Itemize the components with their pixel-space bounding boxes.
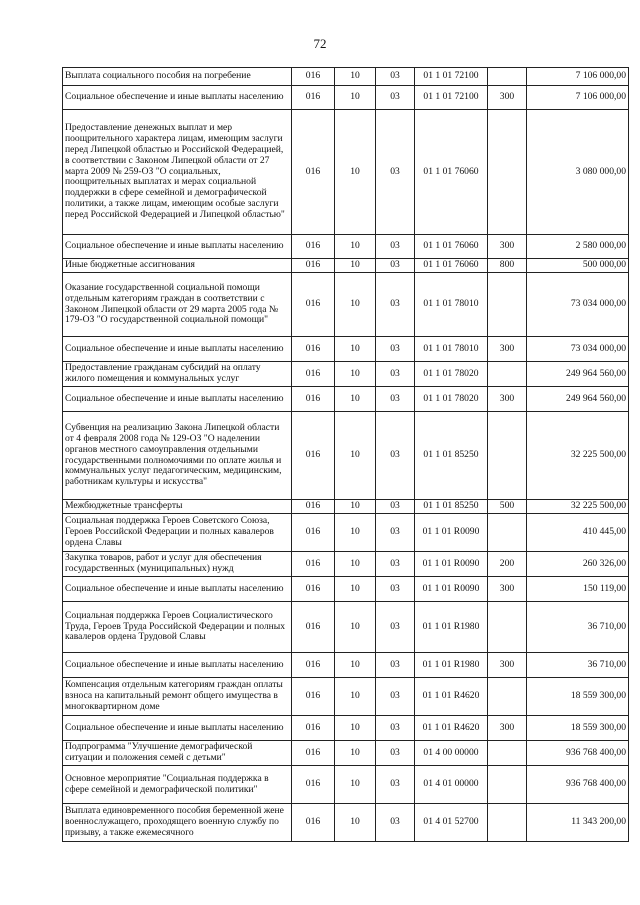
target-article: 01 1 01 72100 (415, 86, 488, 110)
target-article: 01 1 01 78010 (415, 273, 488, 337)
section-code: 10 (335, 577, 376, 602)
ministry-code: 016 (292, 514, 335, 552)
section-code: 10 (335, 412, 376, 500)
table-row (63, 804, 629, 842)
row-name: Оказание государственной социальной помощи отдельным категориям граждан в соответствии с Законом Липецкой области от 29 марта 2005 года № 179-ОЗ "О государственной социальной помощи" (63, 273, 292, 337)
row-name: Предоставление гражданам субсидий на оплату жилого помещения и коммунальных услуг (63, 362, 292, 387)
amount: 11 343 200,00 (527, 804, 629, 842)
subsection-code: 03 (376, 86, 415, 110)
section-code: 10 (335, 678, 376, 716)
table-row (63, 86, 629, 110)
table-row (63, 653, 629, 678)
row-name: Предоставление денежных выплат и мер поощрительного характера лицам, имеющим заслуги перед Липецкой областью и Российской Федерацией, в соответствии с Законом Липецкой области от 27 марта 2009 № 259-ОЗ "О социальных, поощрительных выплатах и мерах социальной поддержки в сфере семейной и демографической политики, а также лицам, имеющим особые заслуги перед Российской Федерацией и Липецкой областью" (63, 110, 292, 235)
amount: 18 559 300,00 (527, 716, 629, 741)
target-article: 01 1 01 76060 (415, 235, 488, 259)
table-row (63, 766, 629, 804)
row-name: Социальная поддержка Героев Советского Союза, Героев Российской Федерации и полных кавалеров ордена Славы (63, 514, 292, 552)
expense-type (488, 678, 527, 716)
row-name: Основное мероприятие "Социальная поддержка в сфере семейной и демографической политики" (63, 766, 292, 804)
table-row (63, 273, 629, 337)
ministry-code: 016 (292, 337, 335, 362)
section-code: 10 (335, 387, 376, 412)
amount: 936 768 400,00 (527, 741, 629, 766)
ministry-code: 016 (292, 678, 335, 716)
expense-type: 300 (488, 577, 527, 602)
section-code: 10 (335, 68, 376, 86)
section-code: 10 (335, 500, 376, 514)
section-code: 10 (335, 235, 376, 259)
section-code: 10 (335, 653, 376, 678)
row-name: Социальное обеспечение и иные выплаты населению (63, 235, 292, 259)
row-name: Социальное обеспечение и иные выплаты населению (63, 716, 292, 741)
amount: 36 710,00 (527, 602, 629, 653)
expense-type: 300 (488, 337, 527, 362)
amount: 32 225 500,00 (527, 500, 629, 514)
table-row (63, 68, 629, 86)
target-article: 01 1 01 R4620 (415, 678, 488, 716)
amount: 2 580 000,00 (527, 235, 629, 259)
ministry-code: 016 (292, 235, 335, 259)
expense-type (488, 412, 527, 500)
row-name: Социальное обеспечение и иные выплаты населению (63, 86, 292, 110)
section-code: 10 (335, 86, 376, 110)
subsection-code: 03 (376, 602, 415, 653)
table-row (63, 716, 629, 741)
expense-type (488, 741, 527, 766)
subsection-code: 03 (376, 804, 415, 842)
subsection-code: 03 (376, 235, 415, 259)
ministry-code: 016 (292, 412, 335, 500)
target-article: 01 1 01 78010 (415, 337, 488, 362)
amount: 3 080 000,00 (527, 110, 629, 235)
target-article: 01 1 01 85250 (415, 412, 488, 500)
budget-table (62, 67, 629, 842)
table-row (63, 514, 629, 552)
expense-type (488, 766, 527, 804)
target-article: 01 1 01 78020 (415, 362, 488, 387)
row-name: Закупка товаров, работ и услуг для обеспечения государственных (муниципальных) нужд (63, 552, 292, 577)
amount: 18 559 300,00 (527, 678, 629, 716)
subsection-code: 03 (376, 273, 415, 337)
row-name: Иные бюджетные ассигнования (63, 259, 292, 273)
subsection-code: 03 (376, 68, 415, 86)
table-row (63, 362, 629, 387)
expense-type (488, 273, 527, 337)
table-row (63, 235, 629, 259)
row-name: Подпрограмма "Улучшение демографической ситуации и положения семей с детьми" (63, 741, 292, 766)
ministry-code: 016 (292, 577, 335, 602)
table-row (63, 577, 629, 602)
row-name: Социальная поддержка Героев Социалистического Труда, Героев Труда Российской Федерации и полных кавалеров ордена Трудовой Славы (63, 602, 292, 653)
expense-type (488, 68, 527, 86)
amount: 410 445,00 (527, 514, 629, 552)
amount: 150 119,00 (527, 577, 629, 602)
target-article: 01 1 01 85250 (415, 500, 488, 514)
subsection-code: 03 (376, 110, 415, 235)
row-name: Социальное обеспечение и иные выплаты населению (63, 337, 292, 362)
section-code: 10 (335, 741, 376, 766)
target-article: 01 1 01 76060 (415, 110, 488, 235)
target-article: 01 1 01 R0090 (415, 552, 488, 577)
subsection-code: 03 (376, 259, 415, 273)
ministry-code: 016 (292, 273, 335, 337)
target-article: 01 1 01 R1980 (415, 653, 488, 678)
subsection-code: 03 (376, 362, 415, 387)
row-name: Выплата социального пособия на погребение (63, 68, 292, 86)
expense-type (488, 602, 527, 653)
subsection-code: 03 (376, 514, 415, 552)
expense-type: 300 (488, 235, 527, 259)
amount: 936 768 400,00 (527, 766, 629, 804)
amount: 32 225 500,00 (527, 412, 629, 500)
section-code: 10 (335, 514, 376, 552)
table-row (63, 678, 629, 716)
section-code: 10 (335, 337, 376, 362)
target-article: 01 4 00 00000 (415, 741, 488, 766)
section-code: 10 (335, 766, 376, 804)
target-article: 01 4 01 52700 (415, 804, 488, 842)
ministry-code: 016 (292, 716, 335, 741)
ministry-code: 016 (292, 86, 335, 110)
target-article: 01 1 01 R0090 (415, 514, 488, 552)
section-code: 10 (335, 804, 376, 842)
target-article: 01 1 01 72100 (415, 68, 488, 86)
subsection-code: 03 (376, 716, 415, 741)
expense-type (488, 362, 527, 387)
ministry-code: 016 (292, 362, 335, 387)
subsection-code: 03 (376, 577, 415, 602)
subsection-code: 03 (376, 741, 415, 766)
amount: 249 964 560,00 (527, 387, 629, 412)
amount: 7 106 000,00 (527, 86, 629, 110)
amount: 36 710,00 (527, 653, 629, 678)
section-code: 10 (335, 259, 376, 273)
expense-type: 300 (488, 387, 527, 412)
subsection-code: 03 (376, 387, 415, 412)
row-name: Компенсация отдельным категориям граждан оплаты взноса на капитальный ремонт общего имущества в многоквартирном доме (63, 678, 292, 716)
ministry-code: 016 (292, 653, 335, 678)
table-row (63, 259, 629, 273)
expense-type: 300 (488, 716, 527, 741)
table-row (63, 110, 629, 235)
table-row (63, 500, 629, 514)
row-name: Субвенция на реализацию Закона Липецкой области от 4 февраля 2008 года № 129-ОЗ "О наделении органов местного самоуправления отдельными государственными полномочиями по оплате жилья и коммунальных услуг педагогическим, медицинским, работникам культуры и искусства" (63, 412, 292, 500)
subsection-code: 03 (376, 412, 415, 500)
row-name: Социальное обеспечение и иные выплаты населению (63, 577, 292, 602)
subsection-code: 03 (376, 552, 415, 577)
target-article: 01 1 01 R4620 (415, 716, 488, 741)
ministry-code: 016 (292, 766, 335, 804)
table-row (63, 552, 629, 577)
subsection-code: 03 (376, 653, 415, 678)
subsection-code: 03 (376, 678, 415, 716)
expense-type: 800 (488, 259, 527, 273)
expense-type (488, 514, 527, 552)
table-row (63, 412, 629, 500)
target-article: 01 1 01 78020 (415, 387, 488, 412)
page-number: 72 (313, 36, 327, 51)
expense-type (488, 110, 527, 235)
expense-type: 500 (488, 500, 527, 514)
row-name: Межбюджетные трансферты (63, 500, 292, 514)
table-row (63, 387, 629, 412)
table-row (63, 602, 629, 653)
section-code: 10 (335, 110, 376, 235)
section-code: 10 (335, 716, 376, 741)
amount: 7 106 000,00 (527, 68, 629, 86)
target-article: 01 1 01 76060 (415, 259, 488, 273)
table-row (63, 741, 629, 766)
expense-type (488, 804, 527, 842)
ministry-code: 016 (292, 552, 335, 577)
subsection-code: 03 (376, 766, 415, 804)
section-code: 10 (335, 362, 376, 387)
expense-type: 300 (488, 653, 527, 678)
amount: 249 964 560,00 (527, 362, 629, 387)
subsection-code: 03 (376, 500, 415, 514)
ministry-code: 016 (292, 602, 335, 653)
ministry-code: 016 (292, 110, 335, 235)
amount: 73 034 000,00 (527, 273, 629, 337)
row-name: Выплата единовременного пособия беременной жене военнослужащего, проходящего военную службу по призыву, а также ежемесячного (63, 804, 292, 842)
expense-type: 300 (488, 86, 527, 110)
amount: 500 000,00 (527, 259, 629, 273)
ministry-code: 016 (292, 259, 335, 273)
target-article: 01 1 01 R0090 (415, 577, 488, 602)
ministry-code: 016 (292, 804, 335, 842)
subsection-code: 03 (376, 337, 415, 362)
row-name: Социальное обеспечение и иные выплаты населению (63, 387, 292, 412)
ministry-code: 016 (292, 68, 335, 86)
ministry-code: 016 (292, 741, 335, 766)
section-code: 10 (335, 602, 376, 653)
section-code: 10 (335, 552, 376, 577)
amount: 73 034 000,00 (527, 337, 629, 362)
amount: 260 326,00 (527, 552, 629, 577)
row-name: Социальное обеспечение и иные выплаты населению (63, 653, 292, 678)
section-code: 10 (335, 273, 376, 337)
budget-table-body (63, 68, 629, 842)
table-row (63, 337, 629, 362)
target-article: 01 1 01 R1980 (415, 602, 488, 653)
target-article: 01 4 01 00000 (415, 766, 488, 804)
ministry-code: 016 (292, 387, 335, 412)
ministry-code: 016 (292, 500, 335, 514)
expense-type: 200 (488, 552, 527, 577)
